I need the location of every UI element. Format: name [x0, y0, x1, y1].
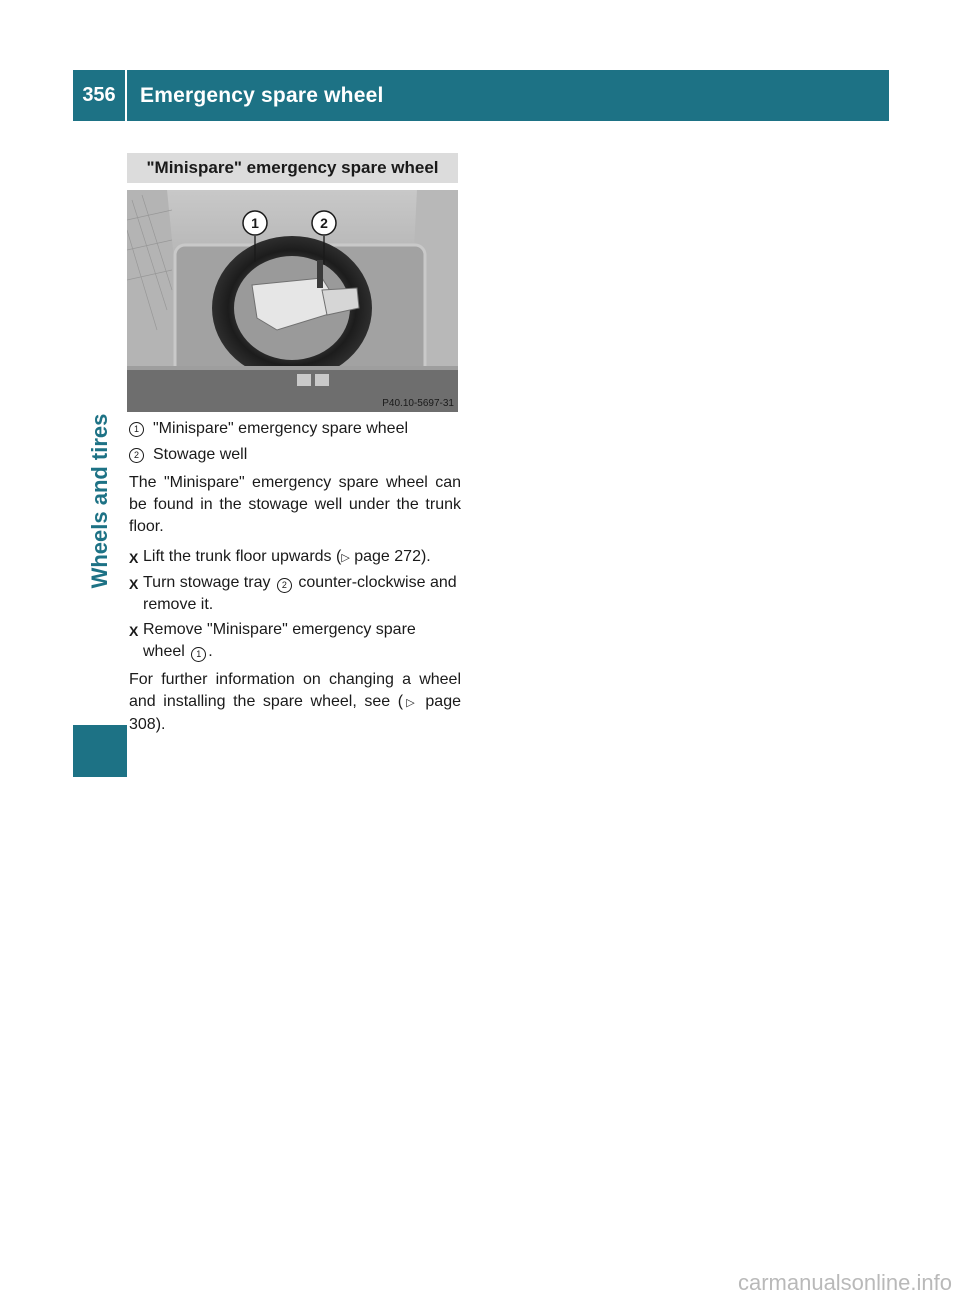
section-heading: "Minispare" emergency spare wheel: [127, 153, 458, 183]
figure-code: P40.10-5697-31: [382, 398, 454, 409]
trunk-illustration: [127, 190, 458, 412]
legend-item: [129, 444, 461, 466]
number-1-icon: 1: [129, 422, 144, 437]
page-link[interactable]: page 308).: [129, 693, 461, 733]
step-marker-icon: X: [129, 623, 139, 639]
step-marker-icon: X: [129, 550, 139, 566]
side-tab-label: Wheels and tires: [87, 413, 112, 589]
page-link[interactable]: page 272).: [349, 548, 431, 565]
svg-text:1: 1: [251, 215, 259, 231]
chapter-title: Emergency spare wheel: [140, 83, 384, 107]
page-header: [73, 70, 889, 121]
side-tab-block: [73, 725, 127, 777]
legend-text: "Minispare" emergency spare wheel: [153, 420, 409, 437]
number-2-icon: 2: [129, 448, 144, 463]
number-2-icon: 2: [277, 578, 292, 593]
page-number: 356: [73, 70, 127, 121]
step-item: X Lift the trunk floor upwards (▷ page 272).: [129, 546, 461, 569]
side-tab: [73, 121, 127, 777]
closing-paragraph: For further information on changing a wheel and installing the spare wheel, see (▷ page 308).: [129, 671, 461, 733]
number-1-icon: 1: [191, 647, 206, 662]
legend-text: Stowage well: [153, 446, 248, 463]
step-item: X Remove "Minispare" emergency spare wheel 1 .: [129, 621, 416, 660]
footer-watermark: carmanualsonline.info: [737, 1270, 952, 1295]
legend-item: [129, 418, 461, 440]
intro-paragraph: The "Minispare" emergency spare wheel can be found in the stowage well under the trunk floor.: [129, 474, 461, 535]
page-ref-arrow-icon: ▷: [341, 552, 350, 564]
callout-1: [243, 211, 267, 235]
svg-text:2: 2: [320, 215, 328, 231]
step-item: X Turn stowage tray 2 counter-clockwise and remove it.: [129, 574, 457, 613]
body-content: [129, 418, 461, 744]
page-ref-arrow-icon: ▷: [403, 697, 418, 709]
callout-2: [312, 211, 336, 235]
step-marker-icon: X: [129, 576, 139, 592]
spare-wheel-figure: [127, 190, 458, 412]
